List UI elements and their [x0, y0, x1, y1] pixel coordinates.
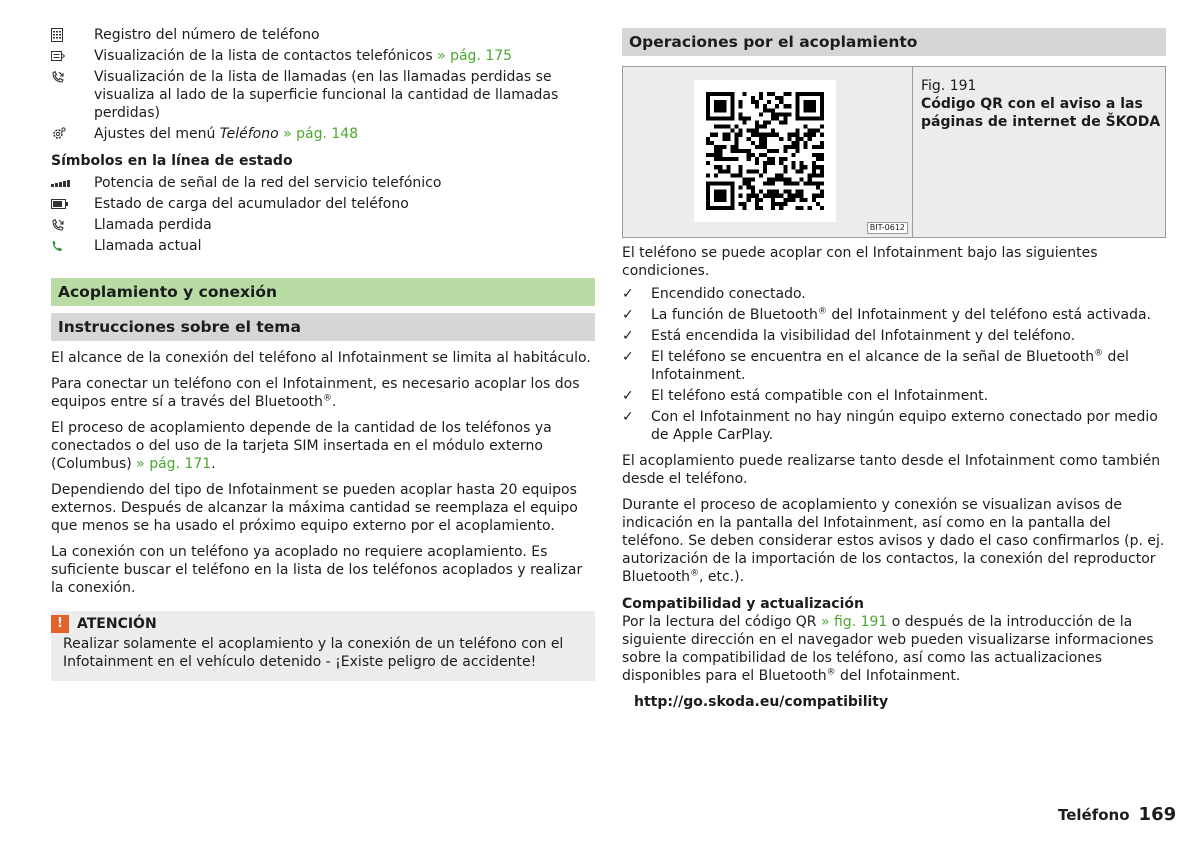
registered-mark: ® [689, 568, 699, 579]
paragraph: El alcance de la conexión del teléfono al Infotainment se limita al habitáculo. [51, 350, 591, 366]
chapter-name: Teléfono [1058, 806, 1130, 824]
list-item [51, 174, 595, 192]
checkmark-icon: ✓ [622, 307, 634, 323]
subsection-title: Instrucciones sobre el tema [51, 313, 595, 341]
condition-text-part: El teléfono está compatible con el Infotainment. [651, 388, 989, 404]
figure-image-area [623, 67, 913, 237]
page-footer [1058, 804, 1176, 825]
figure-caption-text: Código QR con el aviso a las páginas de internet de ŠKODA [921, 96, 1161, 130]
list-item-text: Potencia de señal de la red del servicio telefónico [94, 175, 442, 191]
section-title: Acoplamiento y conexión [51, 278, 595, 306]
condition-item [622, 348, 1166, 384]
paragraph-text: Durante el proceso de acoplamiento y conexión se visualizan avisos de indicación en la pantalla del Infotainment, así como en la pantalla del teléfono. Se deben considerar estos avisos y dado el caso confirmarlos (p. ej. autorización de la importación de los contactos, la conexión del reproductor Bluetooth [622, 497, 1165, 585]
list-item [51, 26, 595, 44]
condition-text-part: El teléfono se encuentra en el alcance de la señal de Bluetooth [651, 349, 1095, 365]
phone-keypad-icon [51, 26, 94, 44]
paragraph-text: . [211, 456, 216, 472]
list-item-text: Ajustes del menú [94, 126, 220, 142]
condition-item [622, 327, 1166, 345]
page-number: 169 [1138, 804, 1177, 825]
figure-number: Fig. 191 [921, 78, 977, 94]
condition-text [651, 306, 1151, 324]
status-symbols-heading: Símbolos en la línea de estado [51, 153, 293, 169]
list-item-text: Visualización de la lista de llamadas (en las llamadas perdidas se visualiza al lado de la superficie funcional la cantidad de llamadas perdidas) [94, 69, 559, 121]
missed-call-icon [51, 216, 94, 234]
call-list-icon [51, 68, 94, 86]
right-column [622, 28, 1166, 711]
left-column [51, 26, 595, 681]
condition-text-part: Encendido conectado. [651, 286, 806, 302]
paragraph-text: El proceso de acoplamiento depende de la cantidad de los teléfonos ya conectados o del uso de la tarjeta SIM insertada en el módulo externo (Columbus) [51, 420, 552, 472]
list-item-text: Llamada perdida [94, 217, 212, 233]
paragraph-text: , etc.). [698, 569, 745, 585]
menu-name: Teléfono [219, 126, 279, 142]
image-code-label: BIT-0612 [867, 222, 908, 234]
warning-icon: ! [51, 615, 69, 633]
condition-text-part: Está encendida la visibilidad del Infotainment y del teléfono. [651, 328, 1076, 344]
paragraph-text: Por la lectura del código QR [622, 614, 821, 630]
page-reference-link[interactable]: » pág. 171 [136, 456, 212, 472]
registered-mark: ® [817, 306, 827, 317]
paragraph-text: . [331, 394, 337, 410]
paragraph [51, 419, 595, 473]
paragraph: El acoplamiento puede realizarse tanto desde el Infotainment como también desde el teléfono. [622, 453, 1161, 487]
active-call-icon [51, 237, 94, 255]
paragraph [51, 375, 595, 411]
figure-caption [921, 77, 1161, 131]
compatibility-heading: Compatibilidad y actualización [622, 596, 864, 612]
list-item-text: Registro del número de teléfono [94, 27, 320, 43]
paragraph-text: o después de la introducción de la siguiente dirección en el navegador web pueden visualizarse informaciones sobre la compatibilidad de los teléfono, así como las actualizaciones disponibles para el Bluetooth [622, 614, 1154, 684]
checkmark-icon: ✓ [622, 409, 634, 425]
condition-item [622, 408, 1166, 444]
warning-text: Realizar solamente el acoplamiento y la conexión de un teléfono con el Infotainment en el vehículo detenido - ¡Existe peligro de accidente! [63, 636, 564, 670]
paragraph [622, 613, 1166, 685]
checkmark-icon: ✓ [622, 388, 634, 404]
warning-title: ATENCIÓN [77, 616, 157, 632]
condition-text-part: del Infotainment y del teléfono está activada. [826, 307, 1152, 323]
qr-code-image [694, 80, 836, 222]
paragraph-text: del Infotainment. [835, 668, 961, 684]
paragraph: El teléfono se puede acoplar con el Infotainment bajo las siguientes condiciones. [622, 245, 1098, 279]
registered-mark: ® [826, 667, 836, 678]
registered-mark: ® [1094, 348, 1104, 359]
condition-text [651, 408, 1166, 444]
condition-text-part: del Infotainment. [651, 349, 1129, 383]
page-reference-link[interactable]: » pág. 175 [432, 48, 513, 64]
compatibility-url[interactable]: http://go.skoda.eu/compatibility [634, 694, 889, 710]
settings-gear-icon [51, 125, 94, 143]
figure-reference-link[interactable]: » fig. 191 [820, 614, 888, 630]
condition-text-part: Con el Infotainment no hay ningún equipo externo conectado por medio de Apple CarPlay. [651, 409, 1158, 443]
warning-box [51, 611, 595, 681]
paragraph: La conexión con un teléfono ya acoplado no requiere acoplamiento. Es suficiente buscar el teléfono en la lista de los teléfonos acoplados y realizar la conexión. [51, 544, 583, 596]
condition-text [651, 327, 1075, 345]
battery-icon [51, 195, 94, 213]
paragraph: Dependiendo del tipo de Infotainment se pueden acoplar hasta 20 equipos externos. Después de alcanzar la máxima cantidad se reemplaza el equipo que menos se ha usado el próximo equipo externo por el acoplamiento. [51, 482, 578, 534]
checkmark-icon: ✓ [622, 286, 634, 302]
figure [622, 66, 1166, 238]
qr-code-icon [706, 92, 824, 210]
condition-item [622, 306, 1166, 324]
condition-item [622, 387, 1166, 405]
list-item [51, 216, 595, 234]
registered-mark: ® [322, 393, 332, 404]
checkmark-icon: ✓ [622, 328, 634, 344]
signal-strength-icon [51, 174, 94, 192]
paragraph [622, 496, 1166, 586]
warning-header [51, 613, 595, 635]
list-item-text: Estado de carga del acumulador del teléfono [94, 196, 409, 212]
condition-text-part: La función de Bluetooth [651, 307, 818, 323]
list-item-text: Llamada actual [94, 238, 202, 254]
condition-text [651, 387, 988, 405]
conditions-list [622, 285, 1166, 444]
list-item [51, 125, 595, 143]
paragraph-text: Para conectar un teléfono con el Infotainment, es necesario acoplar los dos equipos entre sí a través del Bluetooth [51, 376, 580, 410]
page-reference-link[interactable]: » pág. 148 [278, 126, 359, 142]
contacts-list-icon [51, 47, 94, 65]
list-item [51, 195, 595, 213]
checkmark-icon: ✓ [622, 349, 634, 365]
condition-text [651, 285, 806, 303]
list-item-text: Visualización de la lista de contactos telefónicos [94, 48, 433, 64]
list-item [51, 237, 595, 255]
condition-text [651, 348, 1166, 384]
list-item [51, 47, 595, 65]
condition-item [622, 285, 1166, 303]
list-item [51, 68, 595, 122]
section-title: Operaciones por el acoplamiento [622, 28, 1166, 56]
